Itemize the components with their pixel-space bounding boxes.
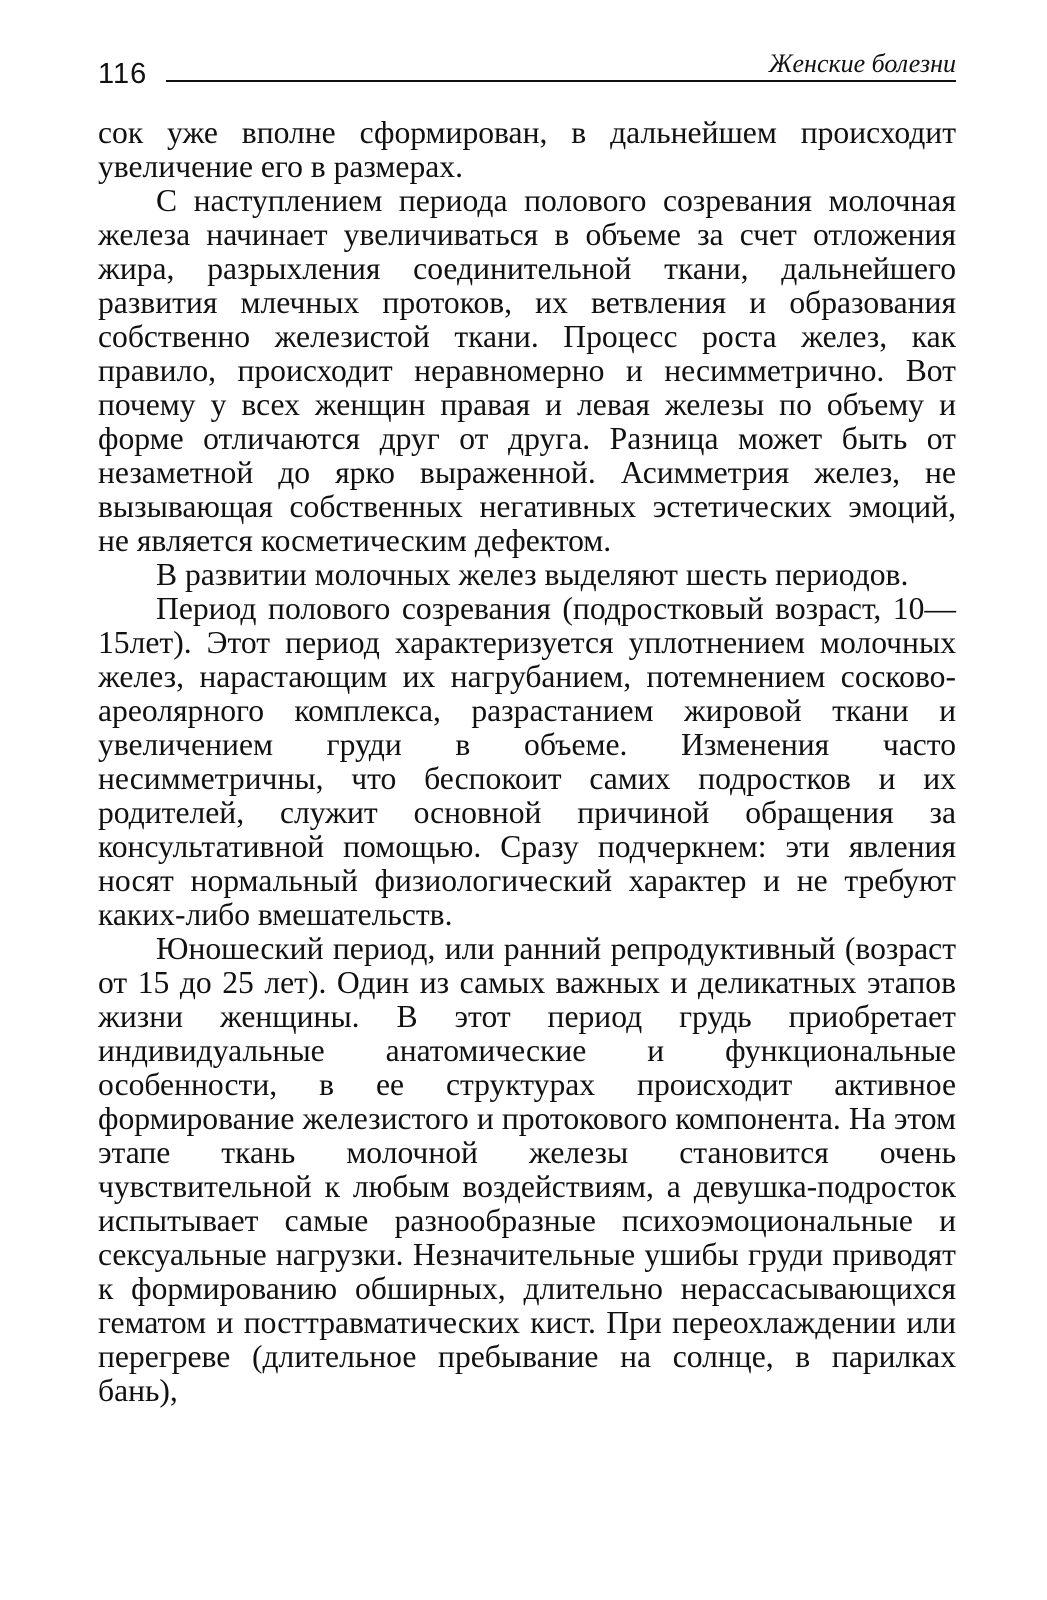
book-page: [98, 44, 956, 1408]
body-text: [98, 116, 956, 1408]
header-rule: [166, 80, 956, 82]
page-number: 116: [98, 58, 148, 90]
paragraph-six-periods: В развитии молочных желез выделяют шесть периодов.: [156, 557, 909, 592]
paragraph-adolescent-period: Период полового созревания (подростковый возраст, 10—15лет). Этот период характеризуется уплотнением молочных желез, нарастающим их нагрубанием, потемнением сосково-ареолярного комплекса, разрастанием жировой ткани и увеличением груди в объеме. Изменения часто несимметричны, что беспокоит самих подростков и их родителей, служит основной причиной обращения за консультативной помощью. Сразу подчеркнем: эти явления носят нормальный физиологический характер и не требуют каких-либо вмешательств.: [98, 591, 956, 932]
running-head: [98, 44, 956, 96]
paragraph-puberty-growth: С наступлением периода полового созревания молочная железа начинает увеличиваться в объеме за счет отложения жира, разрыхления соединительной ткани, дальнейшего развития млечных протоков, их ветвления и образования собственно железистой ткани. Процесс роста желез, как правило, происходит неравномерно и несимметрично. Вот почему у всех женщин правая и левая железы по объему и форме отличаются друг от друга. Разница может быть от незаметной до ярко выраженной. Асимметрия желез, не вызывающая собственных негативных эстетических эмоций, не является косметическим дефектом.: [98, 183, 956, 558]
paragraph-continuation: сок уже вполне сформирован, в дальнейшем происходит увеличение его в размерах.: [98, 115, 956, 184]
paragraph-youth-period: Юношеский период, или ранний репродуктивный (возраст от 15 до 25 лет). Один из самых важных и деликатных этапов жизни женщины. В этот период грудь приобретает индивидуальные анатомические и функциональные особенности, в ее структурах происходит активное формирование железистого и протокового компонента. На этом этапе ткань молочной железы становится очень чувствительной к любым воздействиям, а девушка-подросток испытывает самые разнообразные психоэмоциональные и сексуальные нагрузки. Незначительные ушибы груди приводят к формированию обширных, длительно нерассасывающихся гематом и посттравматических кист. При переохлаждении или перегреве (длительное пребывание на солнце, в парилках бань),: [98, 931, 956, 1408]
running-title: Женские болезни: [768, 49, 956, 78]
